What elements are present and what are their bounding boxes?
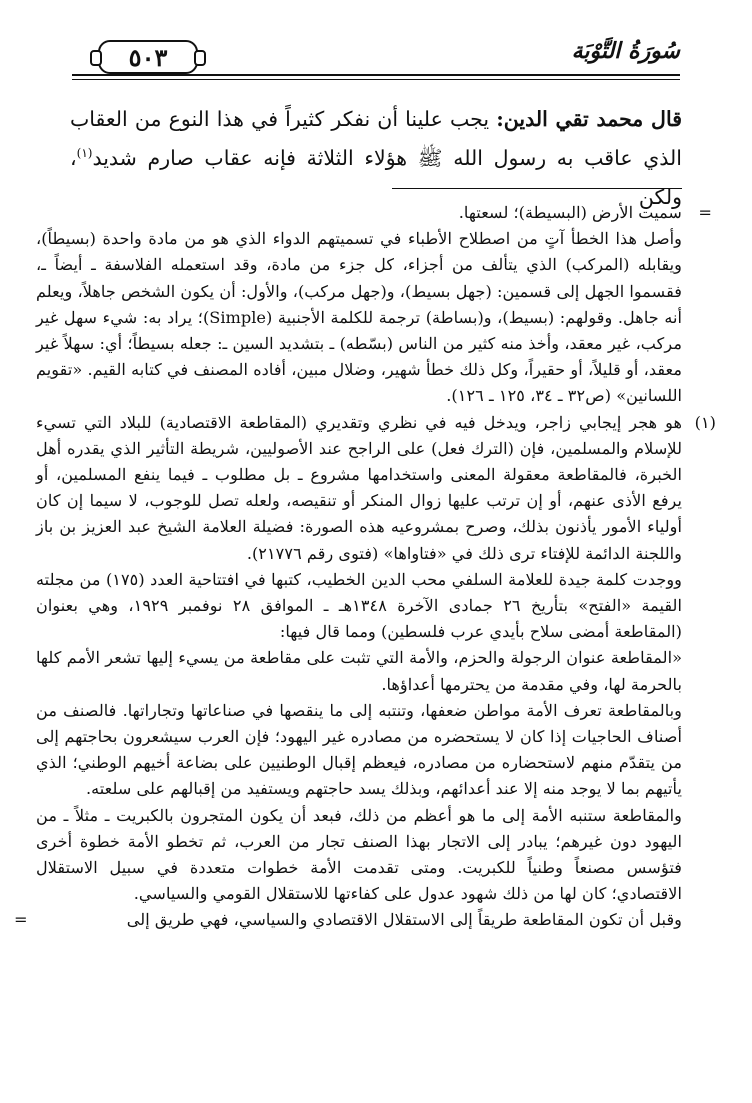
main-line-1-rest: يجب علينا أن نفكر كثيراً في هذا النوع من العقاب (70, 107, 490, 131)
footnote-paragraph: «المقاطعة عنوان الرجولة والحزم، والأمة التي تثبت على مقاطعة من يسيء إليها تشعر الأمم كلها بالحرمة لها، وفي مقدمة من يحترمها أعداؤها. (36, 648, 682, 694)
main-line-1 (70, 100, 682, 139)
surah-name: سُورَةُ التَّوْبَة (571, 38, 680, 64)
footnote-paragraph: وقبل أن تكون المقاطعة طريقاً إلى الاستقلال الاقتصادي والسياسي، فهي طريق إلى (126, 910, 682, 930)
header-rule (72, 74, 680, 76)
footnote-continuation (36, 200, 712, 410)
continuation-mark: = (698, 203, 712, 222)
footnote-paragraph: سميت الأرض (البسيطة)؛ لسعتها. (458, 203, 682, 222)
continues-mark: = (14, 910, 28, 930)
footnote-paragraph: ووجدت كلمة جيدة للعلامة السلفي محب الدين الخطيب، كتبها في افتتاحية العدد (١٧٥) من مجلته القيمة «الفتح» بتأريخ ٢٦ جمادى الآخرة ١٣٤٨هـ ـ الموافق ٢٨ نوفمبر ١٩٢٩، وهي بعنوان (المقاطعة أمضى سلاح بأيدي عرب فلسطين) ومما قال فيها: (36, 569, 682, 642)
page-number: ٥٠٣ (98, 40, 198, 74)
page-header (72, 34, 680, 86)
footnotes (14, 200, 716, 934)
footnote-paragraph: وأصل هذا الخطأ آتٍ من اصطلاح الأطباء في تسميتهم الدواء الذي هو من مادة واحدة (بسيطاً)، ويقابله (المركب) الذي يتألف من أجزاء، كل جزء من مادة، وقد استعمله الفلاسفة ـ أيضاً ـ، فقسموا الجهل إلى قسمين: (جهل بسيط)، و(جهل مركب)، والأول: أن يكون الشخص جاهلاً، ويعلم أنه جاهل. وقولهم: (بسيط)، و(بساطة) ترجمة للكلمة الأجنبية (Simple)؛ يراد به: شيء سهل غير مركب، غير معقد، وأخذ منه كثير من الناس (بسّطه) ـ بتشديد السين ـ: جعله بسيطاً؛ أي: سهلاً غير معقد، أو قليلاً، أو حقيراً، وكل ذلك خطأ شهير، وضلال مبين، أفاده المصنف في كتابه القيم. «تقويم اللسانين» (ص٣٢ ـ ٣٤، ١٢٥ ـ ١٢٦). (36, 229, 683, 406)
header-rule-thin (72, 79, 680, 80)
main-line-2-end: ، ولكن (70, 146, 682, 209)
footnote-paragraph: وبالمقاطعة تعرف الأمة مواطن ضعفها، وتنتبه إلى ما ينقصها في صناعاتها وتجاراتها. فالصنف من أصناف الحاجيات إذا كان لا يستحضره من مصادره غير اليهود؛ فإن العرب سيشعرون بحاجتهم إلى من يتقدّم منهم لاستحضاره من مصادره، فيعظم إقبال الوطنيين على بضاعة أخيهم الوطني؛ الذي يأتيهم بما لا يوجد منه إلا عند أعدائهم، وبذلك يسد حاجتهم ويستفيد من إقبالهم على سلعته. (36, 700, 682, 799)
main-line-2-text: الذي عاقب به رسول الله ﷺ هؤلاء الثلاثة فإنه عقاب صارم شديد (92, 146, 682, 170)
footnote-paragraph: هو هجر إيجابي زاجر، ويدخل فيه في نظري وتقديري (المقاطعة الاقتصادية) للبلاد التي تسيء للإسلام والمسلمين، فإن (الترك فعل) على الراجح عند الأصوليين، شريطة التأثير الذي يقدره أهل الخبرة، فالمقاطعة معقولة المعنى واستخدامها مشروع ـ بل مطلوب ـ فيما ينفع المسلمين، أو يرفع الأذى عنهم، أو إن ترتب عليها زوال المنكر أو تنقيصه، ولعله تصل للوجوب، لا سيما إن كان أولياء الأمور يأذنون بذلك، وصرح بمشروعيه هذه الصورة: فضيلة العلامة الشيخ عبد العزيز بن باز واللجنة الدائمة للإفتاء ترى ذلك في «فتاواها» (فتوى رقم ٢١٧٧٦). (36, 412, 682, 563)
speaker: قال محمد تقي الدين: (496, 107, 682, 131)
footnote-separator (392, 188, 682, 189)
footnote-1 (14, 410, 716, 934)
footnote-ref[interactable]: (١) (76, 146, 93, 161)
footnote-number: (١) (694, 412, 716, 432)
footnote-paragraph: والمقاطعة ستنبه الأمة إلى ما هو أعظم من ذلك، فبعد أن يكون المتجرون بالكبريت ـ مثلاً ـ من اليهود دون غيرهم؛ يبادر إلى الاتجار بهذا الصنف تجار من العرب، ثم تخطو الأمة خطوة أخرى فتؤسس مصنعاً وطنياً للكبريت. ومتى تقدمت الأمة خطوات متعددة في سبيل الاستقلال الاقتصادي؛ كان لها من ذلك شهود عدول على كفاءتها للاستقلال القومي والسياسي. (36, 805, 682, 904)
